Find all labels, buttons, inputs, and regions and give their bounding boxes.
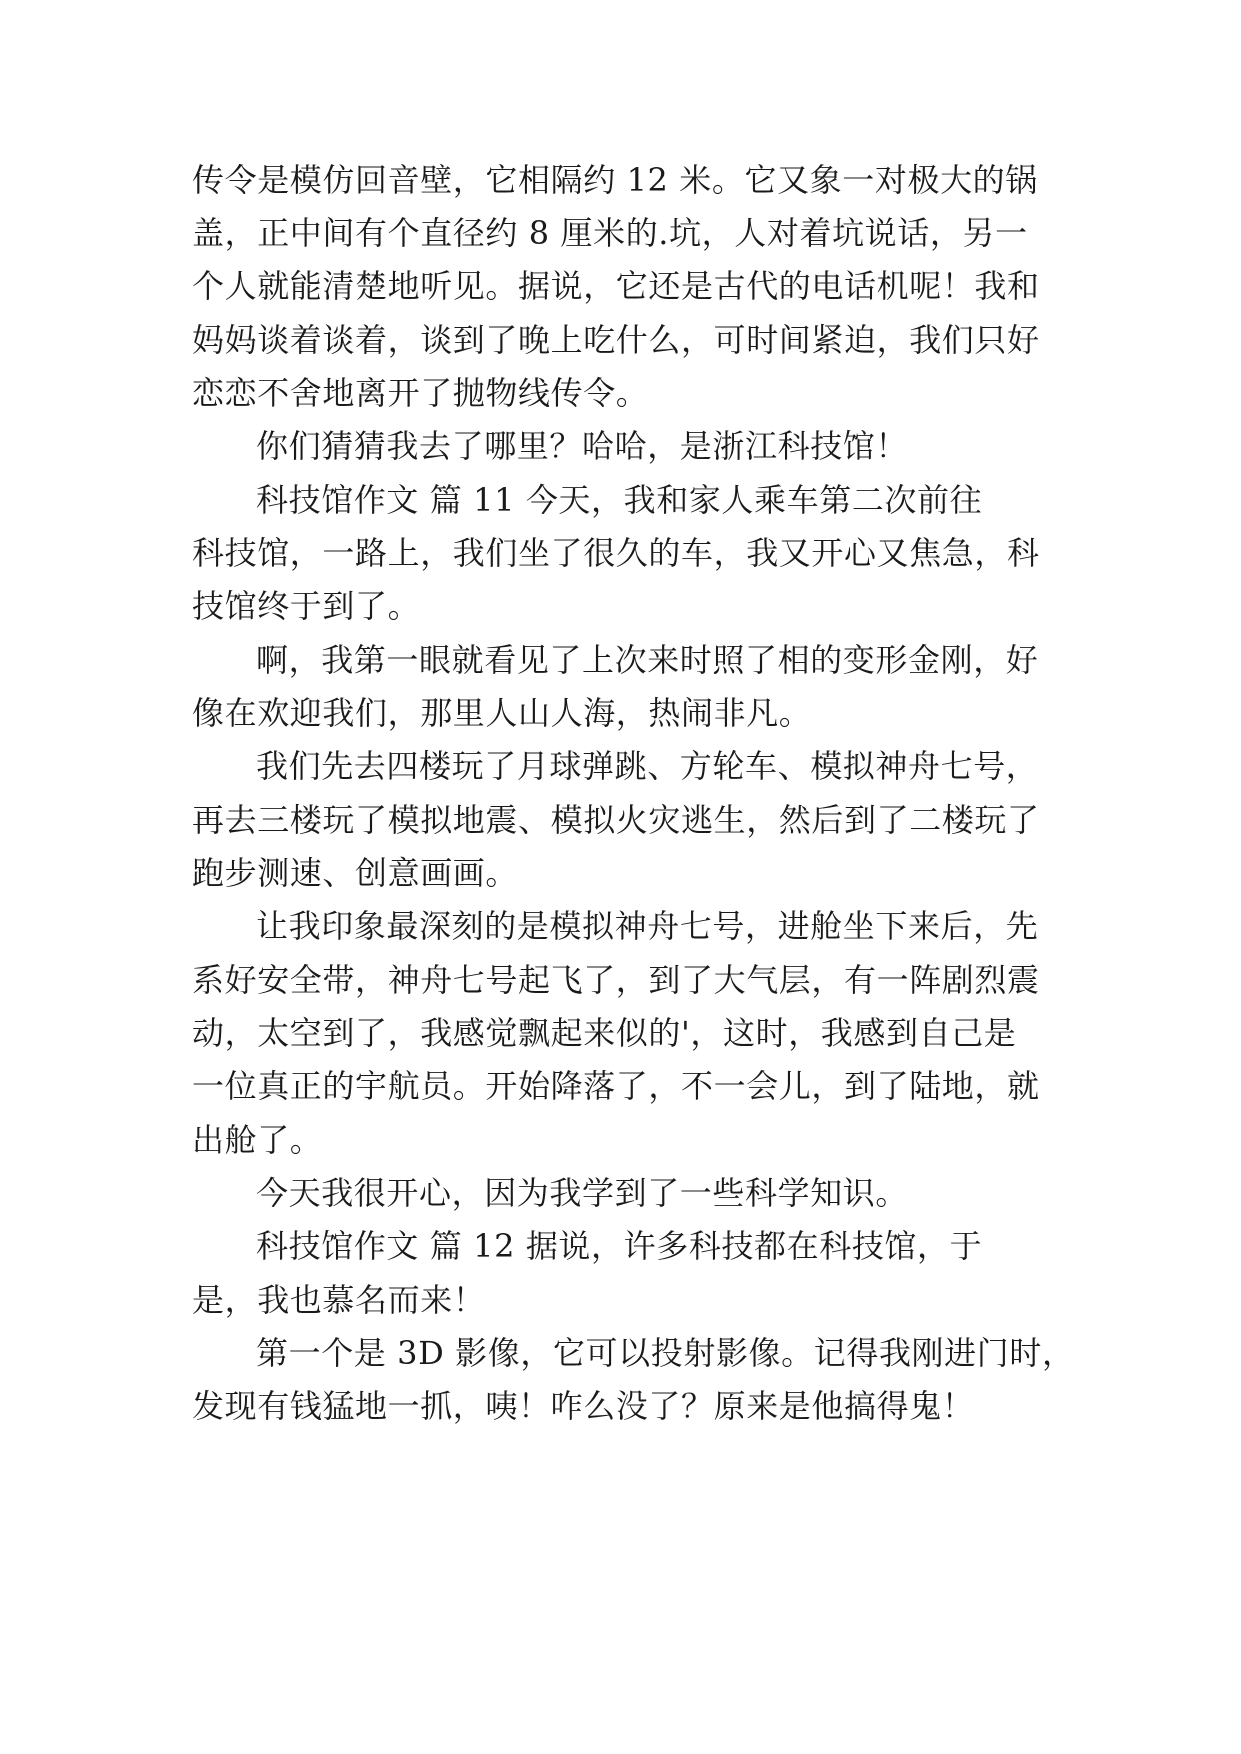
text-line: 动，太空到了，我感觉飘起来似的'，这时，我感到自己是 [192,1014,1017,1052]
paragraph-first-line: 你们猜猜我去了哪里？哈哈，是浙江科技馆！ [256,427,909,465]
text-line: 科技馆，一路上，我们坐了很久的车，我又开心又焦急，科 [192,534,1040,572]
text-line: 技馆终于到了。 [192,587,421,625]
text-line: 系好安全带，神舟七号起飞了，到了大气层，有一阵剧烈震 [192,961,1040,999]
text-line: 跑步测速、创意画画。 [192,854,519,892]
paragraph-first-line: 今天我很开心，因为我学到了一些科学知识。 [256,1174,909,1212]
text-line: 像在欢迎我们，那里人山人海，热闹非凡。 [192,694,812,732]
text-line: 是，我也慕名而来！ [192,1281,486,1319]
text-line: 再去三楼玩了模拟地震、模拟火灾逃生，然后到了二楼玩了 [192,801,1040,839]
paragraph-first-line: 第一个是 3D 影像，它可以投射影像。记得我刚进门时， [256,1334,1075,1372]
paragraph-first-line: 让我印象最深刻的是模拟神舟七号，进舱坐下来后，先 [256,907,1039,945]
section-heading-line: 科技馆作文 篇 11 今天，我和家人乘车第二次前往 [256,481,983,519]
text-line: 恋恋不舍地离开了抛物线传令。 [192,374,649,412]
text-line: 妈妈谈着谈着，谈到了晚上吃什么，可时间紧迫，我们只好 [192,321,1040,359]
text-line: 个人就能清楚地听见。据说，它还是古代的电话机呢！我和 [192,267,1040,305]
text-line: 出舱了。 [192,1121,323,1159]
paragraph-first-line: 我们先去四楼玩了月球弹跳、方轮车、模拟神舟七号， [256,747,1039,785]
text-line: 传令是模仿回音壁，它相隔约 12 米。它又象一对极大的锅 [192,161,1038,199]
text-line: 盖，正中间有个直径约 8 厘米的.坑，人对着坑说话，另一 [192,214,1028,252]
paragraph-first-line: 啊，我第一眼就看见了上次来时照了相的变形金刚，好 [256,641,1039,679]
text-line: 发现有钱猛地一抓，咦！咋么没了？原来是他搞得鬼！ [192,1387,975,1425]
section-heading-line: 科技馆作文 篇 12 据说，许多科技都在科技馆，于 [256,1227,983,1265]
text-line: 一位真正的宇航员。开始降落了，不一会儿，到了陆地，就 [192,1067,1040,1105]
